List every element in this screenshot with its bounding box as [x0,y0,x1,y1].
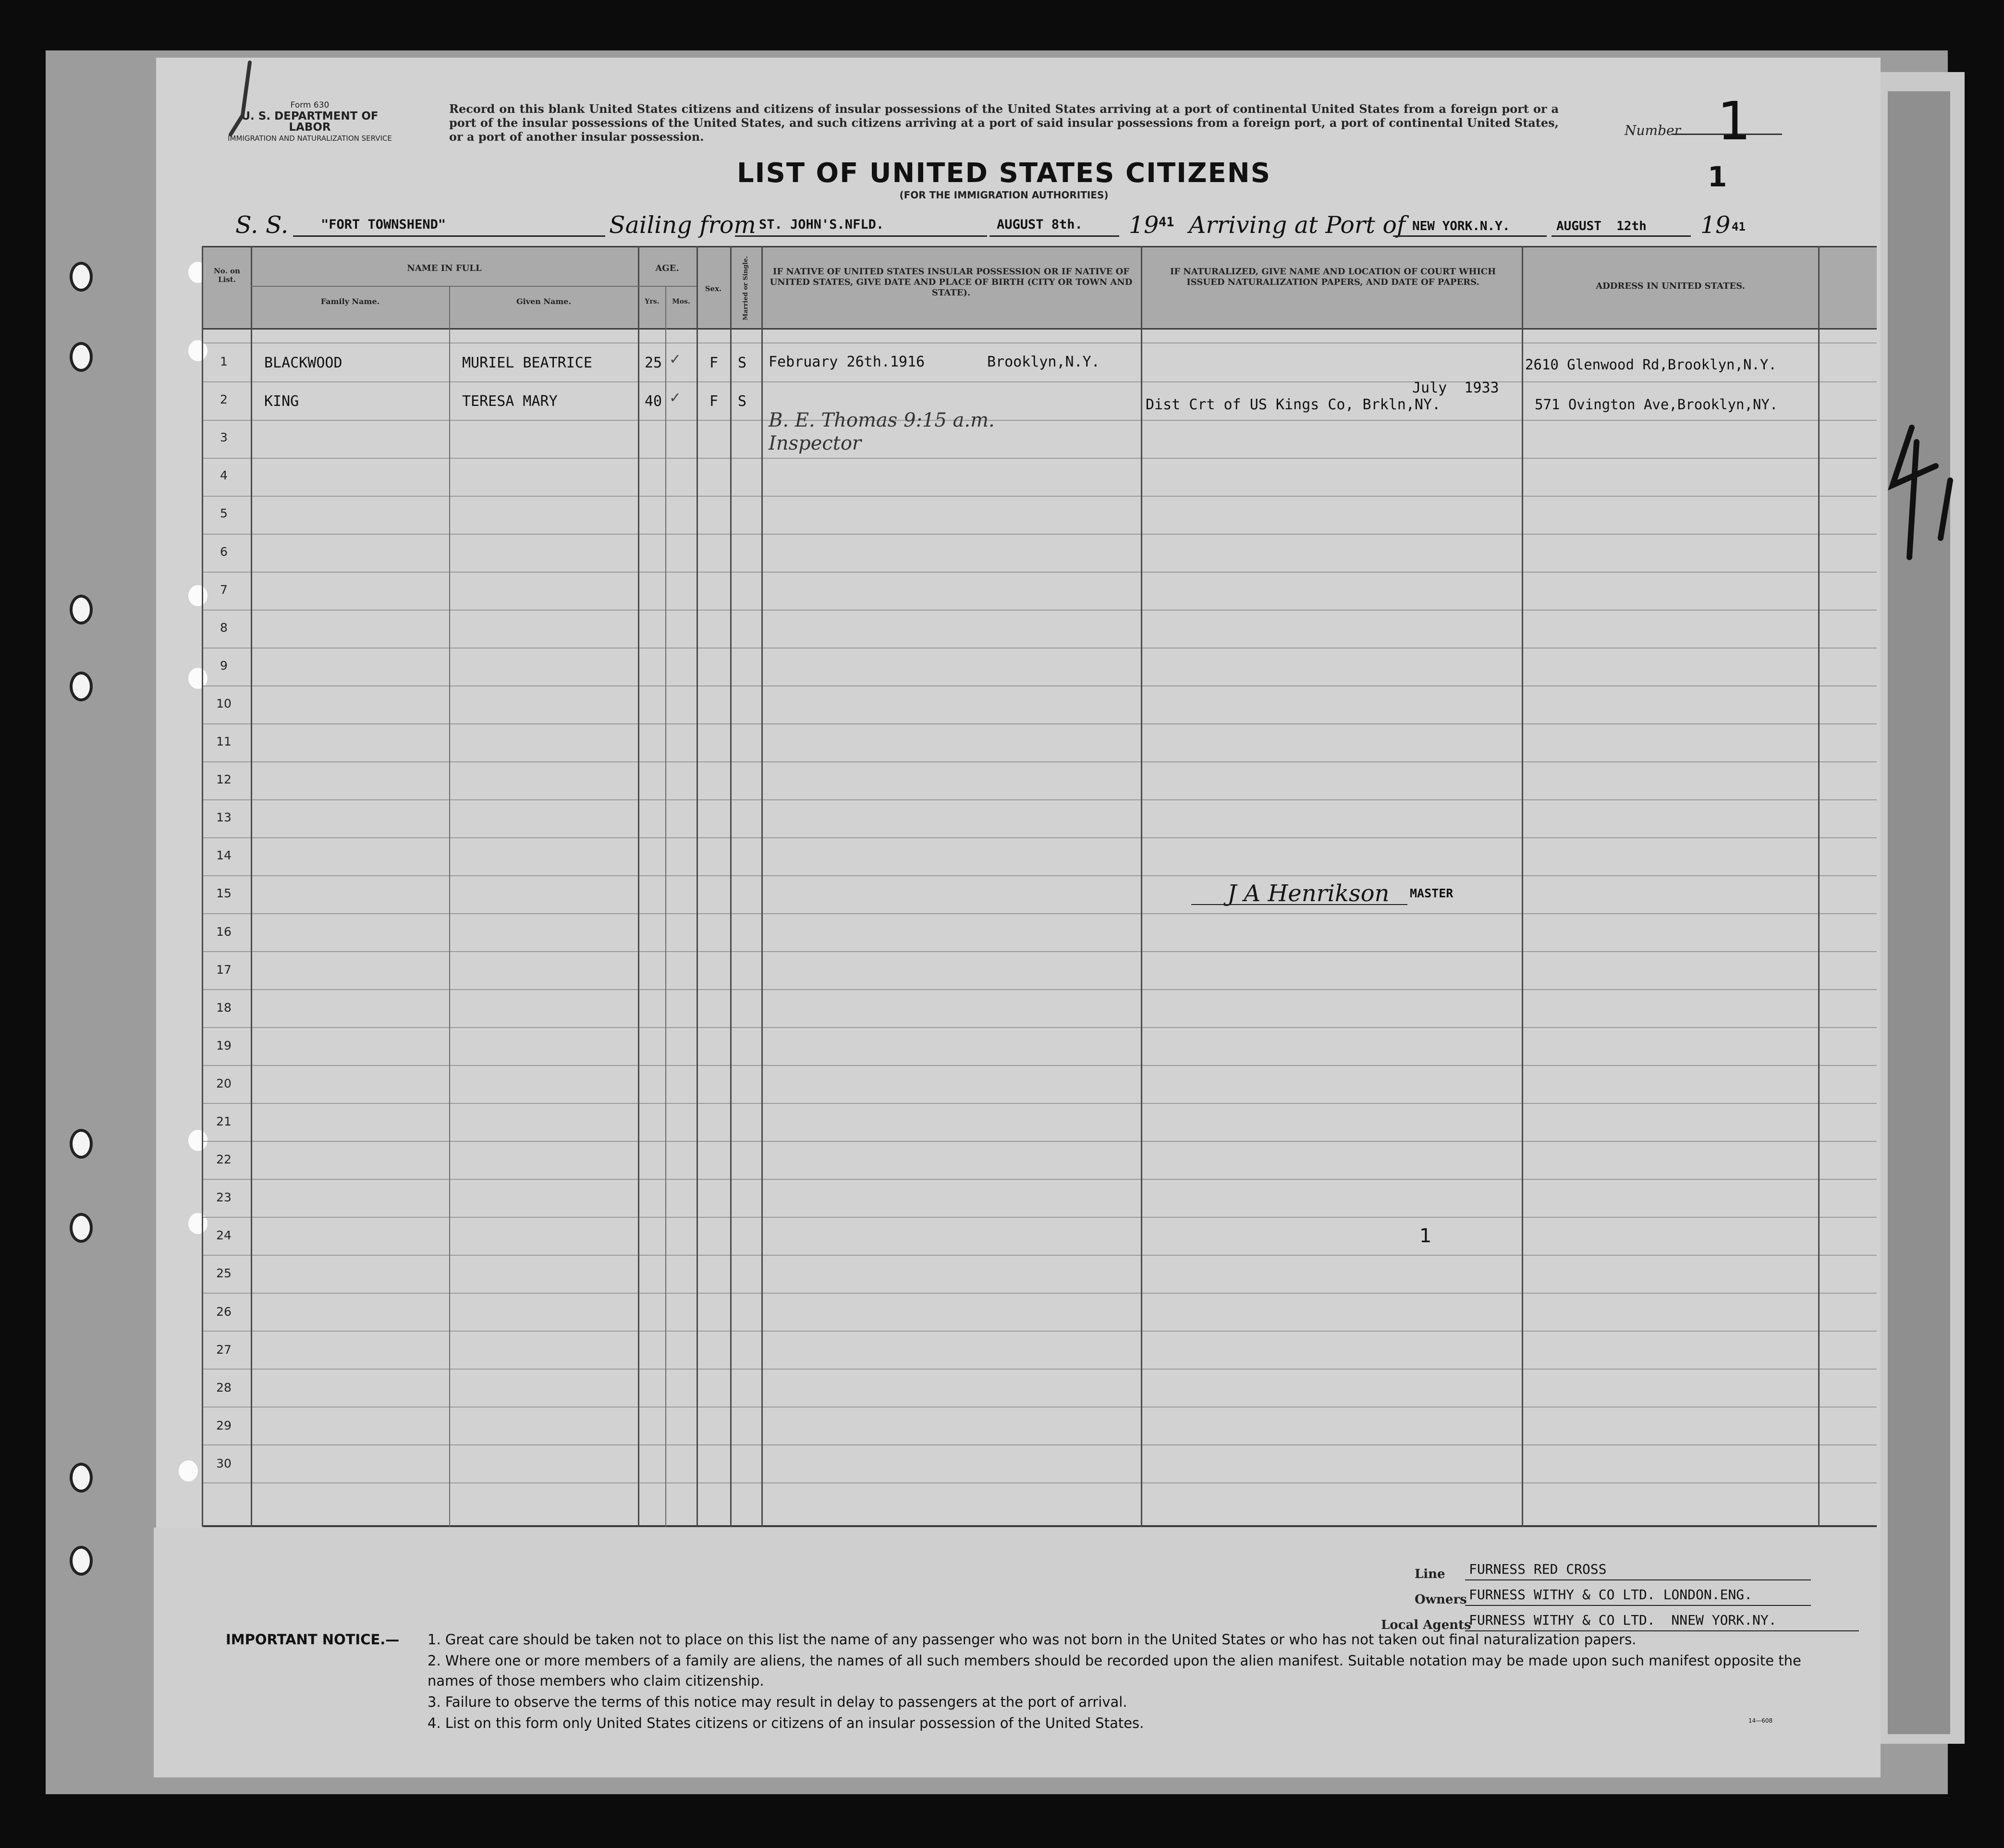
row-rule [203,420,1877,421]
row-number: 24 [216,1228,232,1243]
passenger-given-name: MURIEL BEATRICE [462,355,592,371]
arrival-year: 41 [1732,220,1746,233]
table-header-rule [203,328,1877,330]
col-header-months: Mos. [672,298,690,306]
col-header-given-name: Given Name. [516,297,572,306]
row-number: 10 [216,696,232,710]
passenger-marital-status: S [738,355,747,371]
row-rule [203,572,1877,573]
row-number: 6 [220,544,228,559]
check-mark: ✓ [670,388,680,407]
underlying-sheet-shadow [1888,91,1950,1734]
passenger-address: 2610 Glenwood Rd,Brooklyn,N.Y. [1525,356,1777,373]
table-bottom-rule [203,1525,1877,1527]
passenger-marital-status: S [738,393,747,410]
passenger-sex: F [709,393,719,410]
col-header-name-group: NAME IN FULL [407,263,482,273]
row-number: 19 [216,1038,232,1053]
row-rule [203,610,1877,611]
row-number: 30 [216,1456,232,1470]
row-number: 22 [216,1152,232,1167]
row-number: 17 [216,962,232,977]
row-number: 20 [216,1076,232,1090]
departure-port-underline [735,235,987,237]
binder-hole [70,672,93,701]
passenger-birth-place: Brooklyn,N.Y. [987,354,1100,370]
total-count: 1 [1419,1225,1432,1247]
department-name: U. S. DEPARTMENT OF LABOR [241,110,379,134]
form-number: Form 630 [290,100,330,110]
column-rule [1818,246,1820,1527]
owners-label: Owners [1415,1592,1467,1607]
row-number: 4 [220,468,228,483]
row-rule [203,989,1877,990]
row-number: 2 [220,392,228,407]
row-rule [203,1482,1877,1483]
departure-port: ST. JOHN'S.NFLD. [759,217,884,232]
binder-hole [70,1213,93,1243]
row-number: 23 [216,1190,232,1205]
col-header-naturalized: IF NATURALIZED, GIVE NAME AND LOCATION OF COURT WHICH ISSUED NATURALIZATION PAPERS, AND DATE OF PAPERS. [1170,267,1496,287]
row-number: 9 [220,658,228,673]
arrival-port: NEW YORK.N.Y. [1412,219,1510,233]
column-rule [730,246,732,1527]
punch-notch [179,1460,198,1481]
signature-line [1191,904,1407,905]
row-rule [203,1255,1877,1256]
row-number: 1 [220,355,228,368]
notice-heading: IMPORTANT NOTICE.— [226,1631,400,1648]
row-number: 14 [216,848,232,863]
row-number: 18 [216,1000,232,1015]
col-header-birth: IF NATIVE OF UNITED STATES INSULAR POSSESSION OR IF NATIVE OF UNITED STATES, GIVE DATE AND PLACE OF BIRTH (CITY OR TOWN AND STATE). [770,267,1133,298]
row-rule [203,875,1877,876]
naturalization-court: Dist Crt of US Kings Co, Brkln,NY. [1146,396,1441,413]
row-number: 11 [216,734,232,748]
col-header-married-wrap [730,250,761,327]
subheader-rule [638,286,697,287]
row-rule [203,951,1877,952]
binder-hole [70,1129,93,1159]
punch-notch [188,1130,208,1151]
notice-item-2: 2. Where one or more members of a family are aliens, the names of all such members should be recorded upon the alien manifest. Suitable notation may be made upon such manifest opposite the names of those members who claim citizenship. [428,1652,1801,1689]
passenger-sex: F [709,355,719,371]
owners-value: FURNESS WITHY & CO LTD. LONDON.ENG. [1469,1587,1753,1603]
row-number: 21 [216,1114,232,1128]
number-value: 1 [1717,90,1751,152]
departure-year: 41 [1159,215,1174,230]
binder-hole [70,595,93,624]
check-mark: ✓ [670,349,680,368]
departure-year-prefix: 19 [1129,211,1159,239]
row-rule [203,458,1877,459]
column-rule [665,286,666,1527]
arrival-date-underline [1552,235,1691,237]
column-rule [761,246,763,1527]
passenger-birth-date: February 26th.1916 [769,354,925,370]
row-rule [203,837,1877,838]
row-rule [203,1331,1877,1332]
passenger-address: 571 Ovington Ave,Brooklyn,NY. [1535,396,1778,413]
arrival-date: AUGUST 12th [1556,219,1647,233]
row-rule [203,496,1877,497]
column-rule [251,246,252,1527]
binder-hole [70,262,93,292]
row-number: 7 [220,582,228,597]
row-rule [203,723,1877,724]
row-number: 5 [220,506,228,521]
page-number: 1 [1708,160,1727,193]
agents-value: FURNESS WITHY & CO LTD. NNEW YORK.NY. [1469,1612,1777,1628]
column-rule [1141,246,1142,1527]
line-value: FURNESS RED CROSS [1469,1561,1607,1577]
line-underline [1465,1579,1811,1580]
row-number: 28 [216,1380,232,1395]
col-header-years: Yrs. [645,298,660,306]
binder-hole [70,1463,93,1493]
row-number: 25 [216,1266,232,1281]
notice-item-3: 3. Failure to observe the terms of this notice may result in delay to passengers at the port of arrival. [428,1694,1127,1710]
passenger-age-years: 40 [645,393,662,410]
row-rule [203,1369,1877,1370]
passenger-family-name: BLACKWOOD [264,355,342,371]
arriving-label: Arriving at Port of [1189,211,1406,239]
column-rule [1522,246,1523,1527]
row-rule [203,913,1877,914]
agents-label: Local Agents [1381,1618,1471,1632]
row-rule [203,1103,1877,1104]
row-rule [203,1065,1877,1066]
sailing-from-label: Sailing from [609,211,756,239]
service-name: IMMIGRATION AND NATURALIZATION SERVICE [228,134,392,143]
ship-underline [293,235,605,237]
row-rule [203,799,1877,800]
row-number: 16 [216,924,232,939]
inspector-title: Inspector [769,432,862,454]
page-title: LIST OF UNITED STATES CITIZENS [737,158,1271,189]
row-number: 13 [216,810,232,825]
page-subtitle: (FOR THE IMMIGRATION AUTHORITIES) [899,189,1109,201]
col-header-married: Married or Single. [742,256,749,320]
column-rule [638,246,639,1527]
col-header-address: ADDRESS IN UNITED STATES. [1596,281,1745,291]
row-number: 3 [220,430,228,445]
row-number: 29 [216,1418,232,1432]
line-label: Line [1415,1567,1445,1581]
column-rule [697,246,698,1527]
col-header-no: No. on List. [214,267,240,284]
print-code: 14—608 [1748,1717,1773,1724]
notice-item-1: 1. Great care should be taken not to place on this list the name of any passenger who was not born in the United States or who has not taken out final naturalization papers. [428,1631,1637,1648]
row-rule [203,534,1877,535]
row-rule [203,1444,1877,1445]
row-number: 8 [220,620,228,635]
owners-underline [1465,1605,1811,1606]
col-header-age-group: AGE. [655,263,679,273]
departure-date-underline [990,235,1119,237]
row-rule [203,1217,1877,1218]
row-rule [203,381,1877,382]
row-number: 12 [216,772,232,787]
row-rule [203,761,1877,762]
passenger-family-name: KING [264,393,299,410]
col-header-sex: Sex. [705,284,722,293]
passenger-given-name: TERESA MARY [462,393,558,410]
row-rule [203,685,1877,686]
binder-hole [70,1546,93,1576]
master-signature: J A Henrikson [1227,880,1390,907]
naturalization-date: July 1933 [1412,379,1499,396]
row-rule [203,1141,1877,1142]
row-number: 15 [216,886,232,901]
notice-item-4: 4. List on this form only United States citizens or citizens of an insular possession of the United States. [428,1715,1144,1731]
passenger-age-years: 25 [645,355,662,371]
departure-date: AUGUST 8th. [997,217,1083,232]
margin-pencil-mark [1883,423,1955,567]
margin-pencil-mark [221,58,279,144]
number-label: Number [1625,122,1681,138]
row-number: 27 [216,1342,232,1357]
row-rule [203,648,1877,649]
table-top-rule [203,246,1877,247]
arrival-port-underline [1393,235,1547,237]
col-header-family-name: Family Name. [320,297,380,306]
subheader-rule [251,286,638,287]
binder-hole [70,342,93,372]
row-number: 26 [216,1304,232,1319]
inspector-note: B. E. Thomas 9:15 a.m. [769,409,995,431]
column-rule [449,286,450,1527]
ss-label: S. S. [235,211,289,239]
row-rule [203,1179,1877,1180]
arrival-year-prefix: 19 [1700,211,1731,239]
master-title: MASTER [1410,886,1454,900]
intro-text: Record on this blank United States citizens and citizens of insular possessions of the United States arriving at a port of continental United States from a foreign port or a port of the insular possessions of the United States, and such citizens arriving at a port of said insular possessions from a foreign port, a port of continental United States, or a port of another insular possession. [449,102,1559,144]
row-rule [203,1293,1877,1294]
row-rule [203,1027,1877,1028]
ship-name: "FORT TOWNSHEND" [321,217,446,232]
